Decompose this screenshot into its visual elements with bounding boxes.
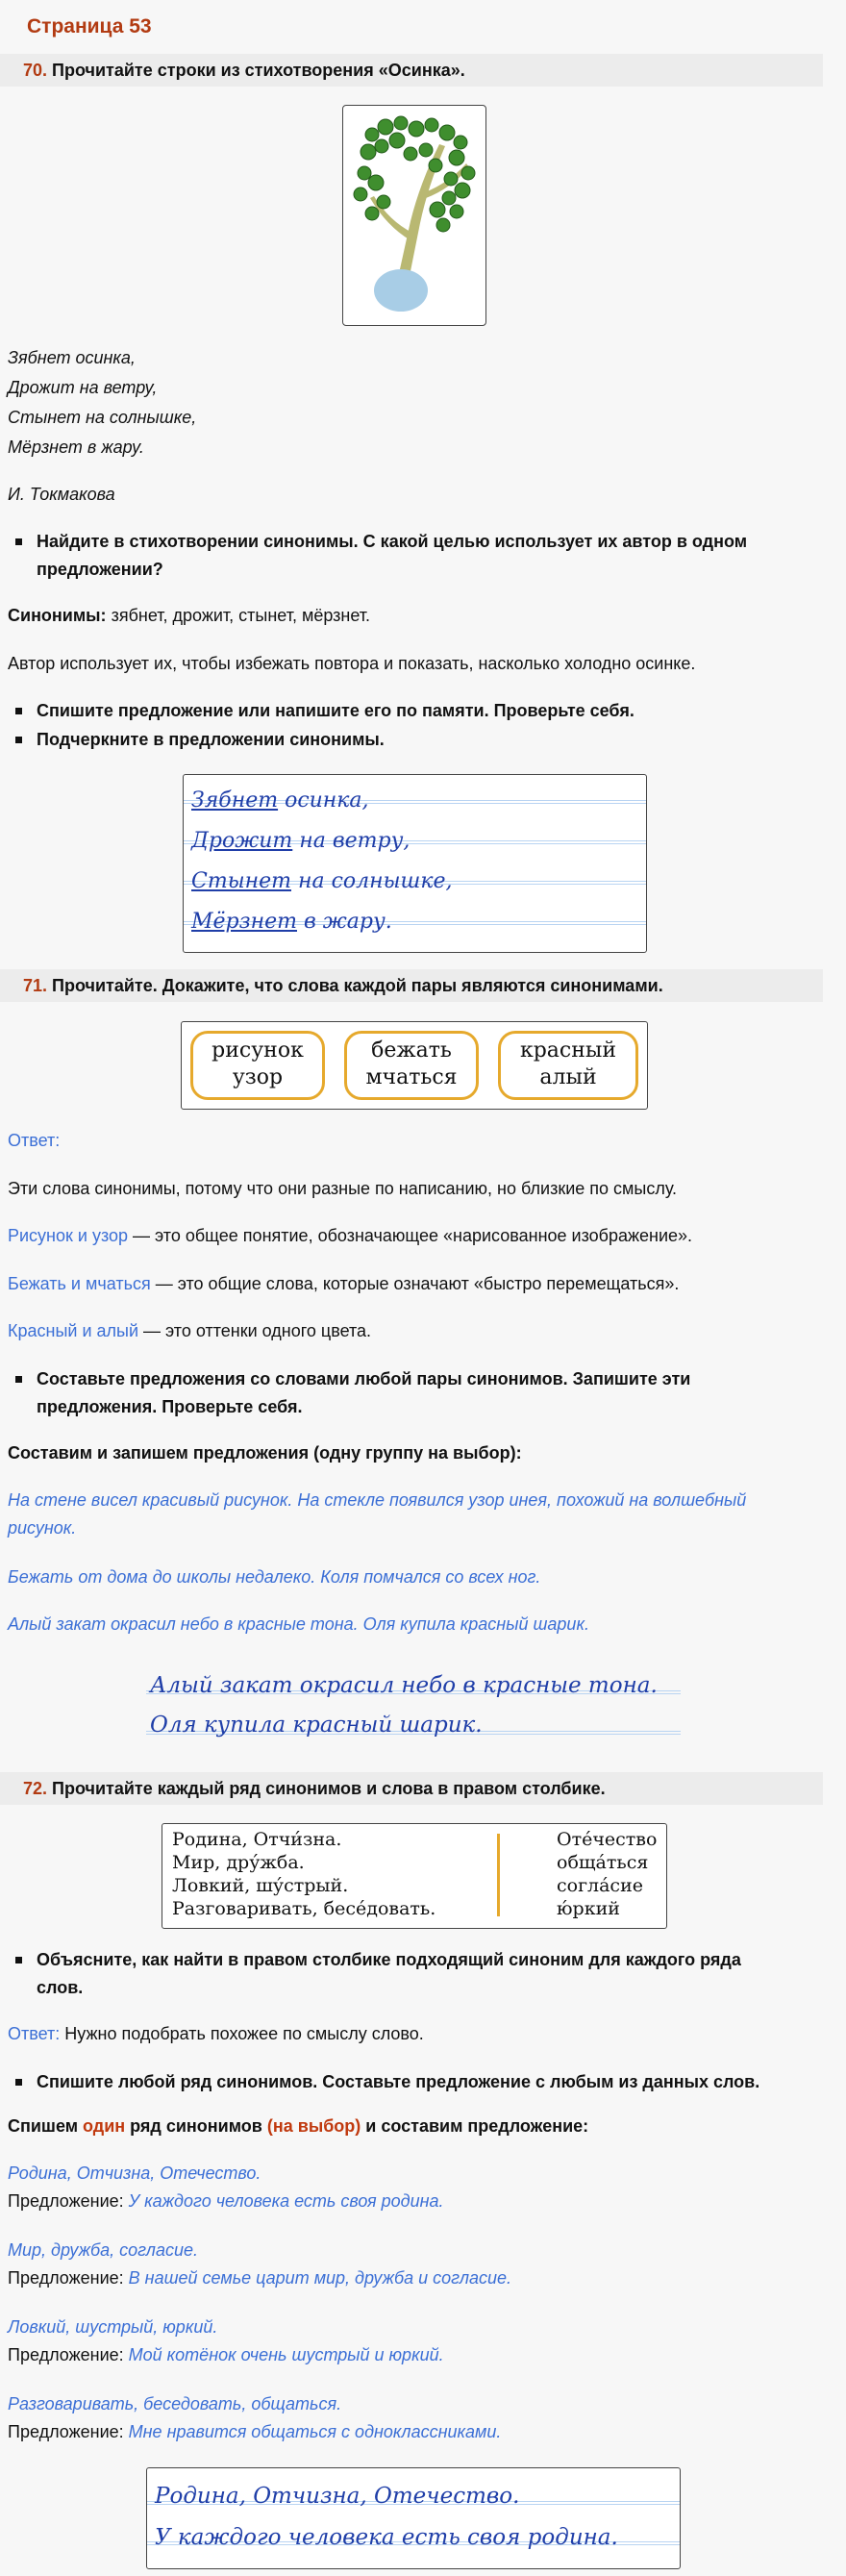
handwriting-line: Дрожит на ветру, [191, 829, 411, 853]
task-number: 72. [23, 1779, 48, 1798]
pair-note: Красный и алый — это оттенки одного цвета. [8, 1321, 372, 1340]
handwriting-line: Мёрзнет в жару. [191, 910, 392, 934]
poem-line: Стынет на солнышке, [8, 408, 197, 427]
task-instruction: Прочитайте строки из стихотворения «Осинка». [52, 61, 465, 80]
compose-heading: Составим и запишем предложения (одну группу на выбор): [8, 1443, 522, 1463]
handwriting-70 [183, 774, 647, 953]
pair-note: Бежать и мчаться — это общие слова, которые означают «быстро перемещаться». [8, 1274, 680, 1293]
task72-question-1: Объясните, как найти в правом столбике подходящий синоним для каждого ряда слов. [37, 1946, 741, 2002]
poem [8, 343, 196, 463]
poem-line: Дрожит на ветру, [8, 378, 158, 397]
pair-note: Рисунок и узор — это общее понятие, обозначающее «нарисованное изображение». [8, 1226, 693, 1245]
example-sentence: Бежать от дома до школы недалеко. Коля помчался со всех ног. [8, 1567, 541, 1587]
task-instruction: Прочитайте. Докажите, что слова каждой пары являются синонимами. [52, 976, 663, 995]
poem-line: Мёрзнет в жару. [8, 438, 144, 457]
task70-question-1: Найдите в стихотворении синонимы. С какой целью использует их автор в одном предложении? [37, 528, 806, 584]
synonym-row: Ловкий, шу́стрый. [172, 1875, 349, 1896]
task-number: 70. [23, 61, 48, 80]
answer-text: Нужно подобрать похожее по смыслу слово. [60, 2024, 424, 2043]
synonym-row: Родина, Отчи́зна. [172, 1829, 342, 1850]
poem-line: Зябнет осинка, [8, 348, 136, 367]
column-divider [497, 1834, 500, 1916]
handwriting-line: У каждого человека есть своя родина. [155, 2525, 618, 2550]
task-70-header [0, 54, 823, 87]
task-71-header [0, 969, 823, 1002]
author-explanation: Автор использует их, чтобы избежать повтора и показать, насколько холодно осинке. [8, 654, 696, 673]
example-block [8, 2160, 444, 2215]
sentence-line: Предложение: У каждого человека есть своя родина. [8, 2191, 444, 2211]
sentence-line: Предложение: Мне нравится общаться с одноклассниками. [8, 2422, 502, 2441]
right-word: Оте́чество [557, 1829, 658, 1850]
pair-card: красный алый [498, 1031, 638, 1100]
example-block [8, 2390, 501, 2446]
answer-label: Ответ: [8, 2024, 61, 2043]
synonyms-line [8, 602, 370, 630]
left-column [172, 1828, 435, 1920]
page-title: Страница 53 [27, 15, 152, 38]
synonym-row: Мир, дру́жба. [172, 1852, 305, 1873]
example-block [8, 2237, 511, 2292]
synonym-rows-table [162, 1823, 667, 1929]
answer-label: Ответ: [8, 1131, 61, 1150]
task72-question-2: Спишите любой ряд синонимов. Составьте предложение с любым из данных слов. [37, 2068, 759, 2096]
handwriting-72 [146, 2467, 681, 2569]
example-block [8, 2313, 444, 2369]
handwriting-71 [146, 1663, 681, 1748]
synonym-row-example: Разговаривать, беседовать, общаться. [8, 2394, 342, 2413]
pair-card: рисунок узор [190, 1031, 325, 1100]
synonym-row-example: Родина, Отчизна, Отечество. [8, 2163, 261, 2183]
task-72-header [0, 1772, 823, 1805]
synonym-row-example: Ловкий, шустрый, юркий. [8, 2317, 218, 2337]
task70-question-3: Подчеркните в предложении синонимы. [37, 726, 385, 754]
right-word: ю́ркий [557, 1898, 620, 1919]
synonym-pairs-box [181, 1021, 648, 1110]
sentence-line: Предложение: В нашей семье царит мир, дружба и согласие. [8, 2268, 512, 2288]
sentence-line: Предложение: Мой котёнок очень шустрый и юркий. [8, 2345, 444, 2364]
aspen-tree-icon [343, 106, 485, 325]
handwriting-line: Зябнет осинка, [191, 788, 369, 813]
synonyms-value: зябнет, дрожит, стынет, мёрзнет. [111, 606, 370, 625]
example-sentence: Алый закат окрасил небо в красные тона. Оля купила красный шарик. [8, 1614, 589, 1634]
synonyms-label: Синонимы: [8, 606, 107, 625]
handwriting-line: Стынет на солнышке, [191, 869, 453, 893]
answer-text: Эти слова синонимы, потому что они разные по написанию, но близкие по смыслу. [8, 1179, 678, 1198]
task-number: 71. [23, 976, 48, 995]
right-word: обща́ться [557, 1852, 649, 1873]
choice-heading: Спишем один ряд синонимов (на выбор) и составим предложение: [8, 2116, 589, 2136]
handwriting-line: Алый закат окрасил небо в красные тона. [150, 1673, 658, 1698]
poem-author: И. Токмакова [8, 485, 115, 504]
task-instruction: Прочитайте каждый ряд синонимов и слова в правом столбике. [52, 1779, 606, 1798]
pair-card: бежать мчаться [344, 1031, 479, 1100]
synonym-row: Разговаривать, бесе́довать. [172, 1898, 436, 1919]
answer-line [8, 2020, 424, 2048]
task70-question-2: Спишите предложение или напишите его по памяти. Проверьте себя. [37, 697, 634, 725]
task71-question-1: Составьте предложения со словами любой пары синонимов. Запишите эти предложения. Проверьте себя. [37, 1365, 690, 1421]
handwriting-line: Родина, Отчизна, Отечество. [155, 2484, 520, 2509]
synonym-row-example: Мир, дружба, согласие. [8, 2240, 198, 2260]
aspen-illustration [342, 105, 486, 326]
right-column [557, 1828, 657, 1920]
example-sentence: На стене висел красивый рисунок. На стекле появился узор инея, похожий на волшебный рисунок. [8, 1490, 747, 1538]
right-word: согла́сие [557, 1875, 643, 1896]
handwriting-line: Оля купила красный шарик. [150, 1713, 483, 1738]
